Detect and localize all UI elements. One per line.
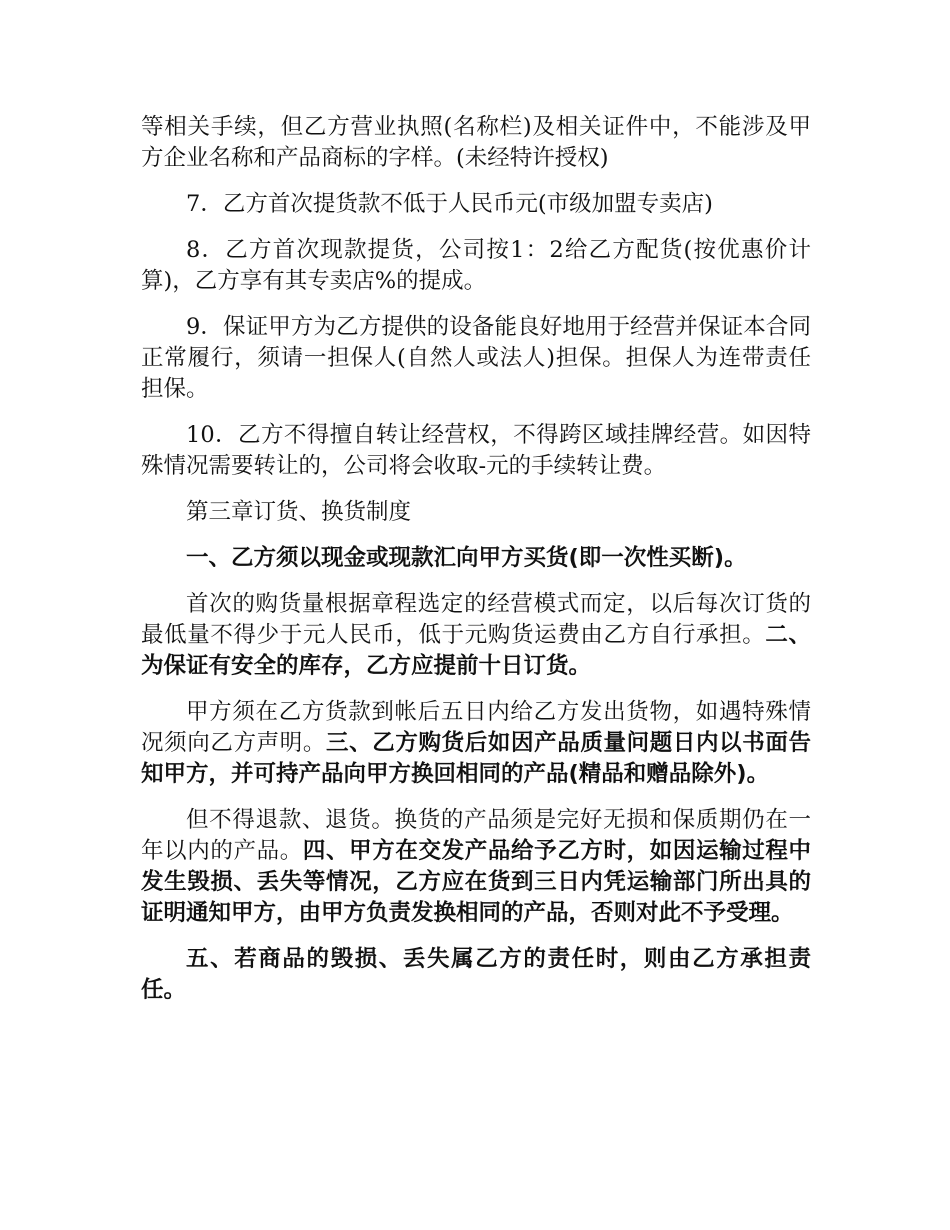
- paragraph-text: 首次的购货量根据章程选定的经营模式而定，以后每次订货的最低量不得少于元人民币，低于元购货运费由乙方自行承担。: [141, 591, 811, 648]
- paragraph-text: 9．保证甲方为乙方提供的设备能良好地用于经营并保证本合同正常履行，须请一担保人(自然人或法人)担保。担保人为连带责任担保。: [141, 314, 811, 402]
- paragraph-text: 7．乙方首次提货款不低于人民币元(市级加盟专卖店): [186, 191, 713, 217]
- chapter-title: 第三章订货、换货制度: [186, 499, 412, 525]
- paragraph-text: 甲方须在乙方货款到帐后五日内给乙方发出货物，如遇特殊情况须向乙方声明。: [141, 699, 811, 756]
- document-body: [141, 112, 811, 1021]
- paragraph-item-1: [141, 543, 811, 574]
- paragraph-clause-8: [141, 235, 811, 297]
- paragraph-text: 10．乙方不得擅自转让经营权，不得跨区域挂牌经营。如因特殊情况需要转让的，公司将会收取-元的手续转让费。: [141, 422, 811, 479]
- paragraph-text: 但不得退款、退货。换货的产品须是完好无损和保质期仍在一年以内的产品。: [141, 807, 811, 864]
- paragraph-text: 等相关手续，但乙方营业执照(名称栏)及相关证件中，不能涉及甲方企业名称和产品商标的字样。(未经特许授权): [141, 114, 811, 171]
- bold-clause-text: 三、乙方购货后如因产品质量问题日内以书面告知甲方，并可持产品向甲方换回相同的产品(精品和赠品除外)。: [141, 730, 811, 787]
- paragraph-item-4: [141, 805, 811, 929]
- chapter-heading: [141, 497, 811, 528]
- paragraph-text: 8．乙方首次现款提货，公司按1：2给乙方配货(按优惠价计算)，乙方享有其专卖店%的提成。: [141, 237, 811, 294]
- paragraph-clause-7: [141, 189, 811, 220]
- paragraph-item-3: [141, 697, 811, 790]
- bold-clause-text: 一、乙方须以现金或现款汇向甲方买货(即一次性买断)。: [186, 545, 747, 571]
- paragraph-continuation: [141, 112, 811, 174]
- paragraph-clause-9: [141, 312, 811, 405]
- paragraph-clause-10: [141, 420, 811, 482]
- paragraph-item-2: [141, 589, 811, 682]
- bold-clause-text: 五、若商品的毁损、丢失属乙方的责任时，则由乙方承担责任。: [141, 946, 811, 1003]
- paragraph-item-5: [141, 944, 811, 1006]
- bold-clause-text: 四、甲方在交发产品给予乙方时，如因运输过程中发生毁损、丢失等情况，乙方应在货到三日内凭运输部门所出具的证明通知甲方，由甲方负责发换相同的产品，否则对此不予受理。: [141, 838, 811, 926]
- bold-clause-text: 二、为保证有安全的库存，乙方应提前十日订货。: [141, 622, 811, 679]
